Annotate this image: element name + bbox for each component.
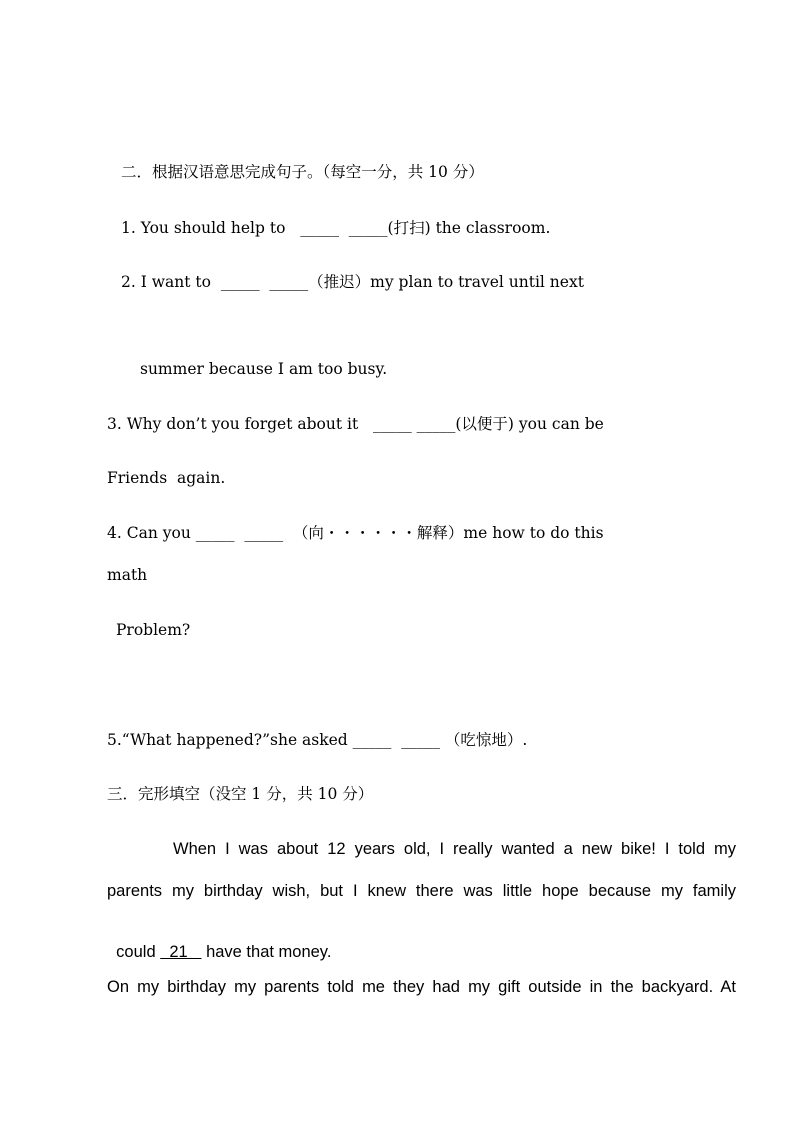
question-3-line1: 3. Why don’t you forget about it _____ _____(以便于) you can be bbox=[107, 415, 604, 433]
question-5: 5.“What happened?”she asked _____ _____ （吃惊地）. bbox=[107, 731, 528, 749]
question-4-line2: math bbox=[107, 566, 148, 584]
paragraph-1-line3 bbox=[107, 922, 331, 962]
question-4-line3: Problem? bbox=[116, 621, 191, 639]
question-2-line1: 2. I want to _____ _____（推迟）my plan to travel until next bbox=[121, 273, 584, 291]
question-1: 1. You should help to _____ _____(打扫) the classroom. bbox=[121, 219, 551, 237]
question-2-line2: summer because I am too busy. bbox=[140, 360, 388, 378]
section2-heading: 二．根据汉语意思完成句子。（每空一分，共 10 分） bbox=[121, 163, 484, 181]
paragraph-1-line3-end: have that money. bbox=[201, 943, 332, 961]
paragraph-1-line1: When I was about 12 years old, I really wanted a new bike! I told my bbox=[173, 840, 736, 858]
blank-21: 21 bbox=[160, 943, 202, 961]
question-4-line1: 4. Can you _____ _____ （向・・・・・・解释）me how to do this bbox=[107, 524, 604, 542]
paragraph-1-line2: parents my birthday wish, but I knew there was little hope because my family bbox=[107, 882, 736, 900]
section3-heading: 三．完形填空（没空 1 分，共 10 分） bbox=[107, 785, 374, 803]
paragraph-1-line3-start: could bbox=[116, 943, 161, 961]
paragraph-2-line1: On my birthday my parents told me they had my gift outside in the backyard. At bbox=[107, 978, 736, 996]
question-3-line2: Friends again. bbox=[107, 469, 226, 487]
